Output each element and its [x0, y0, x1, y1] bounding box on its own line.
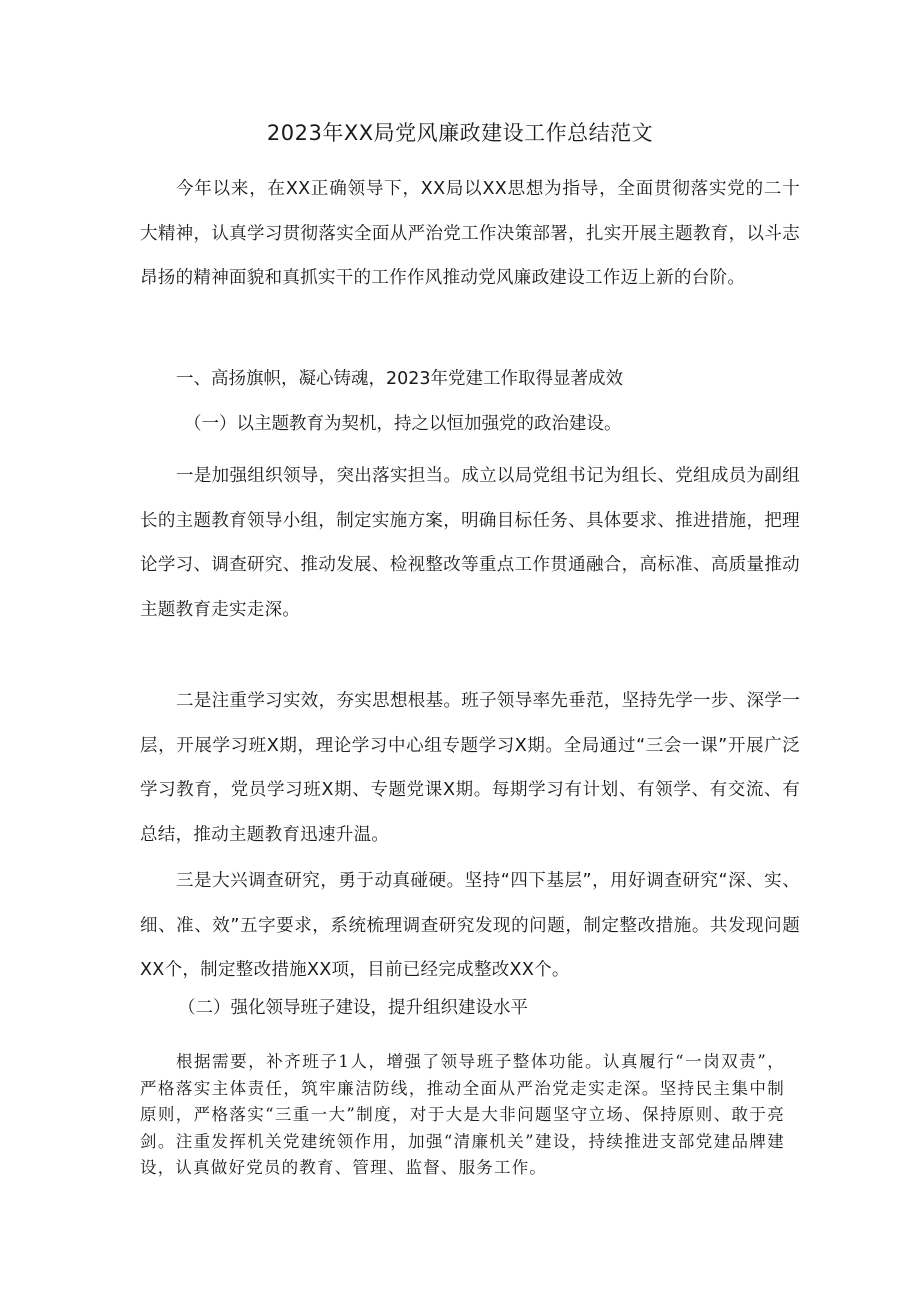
section-1-heading: 一、高扬旗帜，凝心铸魂，2023年党建工作取得显著成效 — [176, 369, 624, 389]
subsection-1-heading: （一）以主题教育为契机，持之以恒加强党的政治建设。 — [184, 414, 622, 434]
paragraph-3: 三是大兴调查研究，勇于动真碰硬。坚持“四下基层”，用好调查研究“深、实、细、准、效”五字要求，系统梳理调查研究发现的问题，制定整改措施。共发现问题XX个，制定整改措施XX项，目前已经完成整改XX个。 — [140, 871, 800, 980]
paragraph-1: 一是加强组织领导，突出落实担当。成立以局党组书记为组长、党组成员为副组长的主题教育领导小组，制定实施方案，明确目标任务、具体要求、推进措施，把理论学习、调查研究、推动发展、检视整改等重点工作贯通融合，高标准、高质量推动主题教育走实走深。 — [140, 466, 800, 620]
intro-paragraph: 今年以来，在XX正确领导下，XX局以XX思想为指导，全面贯彻落实党的二十大精神，认真学习贯彻落实全面从严治党工作决策部署，扎实开展主题教育，以斗志昂扬的精神面貌和真抓实干的工作作风推动党风廉政建设工作迈上新的台阶。 — [140, 179, 800, 288]
paragraph-2: 二是注重学习实效，夯实思想根基。班子领导率先垂范，坚持先学一步、深学一层，开展学习班X期，理论学习中心组专题学习X期。全局通过“三会一课”开展广泛学习教育，党员学习班X期、专题党课X期。每期学习有计划、有领学、有交流、有总结，推动主题教育迅速升温。 — [140, 691, 800, 845]
paragraph-4: 根据需要，补齐班子1人，增强了领导班子整体功能。认真履行“一岗双责”，严格落实主体责任，筑牢廉洁防线，推动全面从严治党走实走深。坚持民主集中制原则，严格落实“三重一大”制度，对于大是大非问题坚守立场、保持原则、敢于亮剑。注重发挥机关党建统领作用，加强“清廉机关”建设，持续推进支部党建品牌建设，认真做好党员的教育、管理、监督、服务工作。 — [140, 1052, 785, 1177]
subsection-2-heading: （二）强化领导班子建设，提升组织建设水平 — [178, 998, 528, 1018]
document-title: 2023年XX局党风廉政建设工作总结范文 — [266, 121, 654, 145]
